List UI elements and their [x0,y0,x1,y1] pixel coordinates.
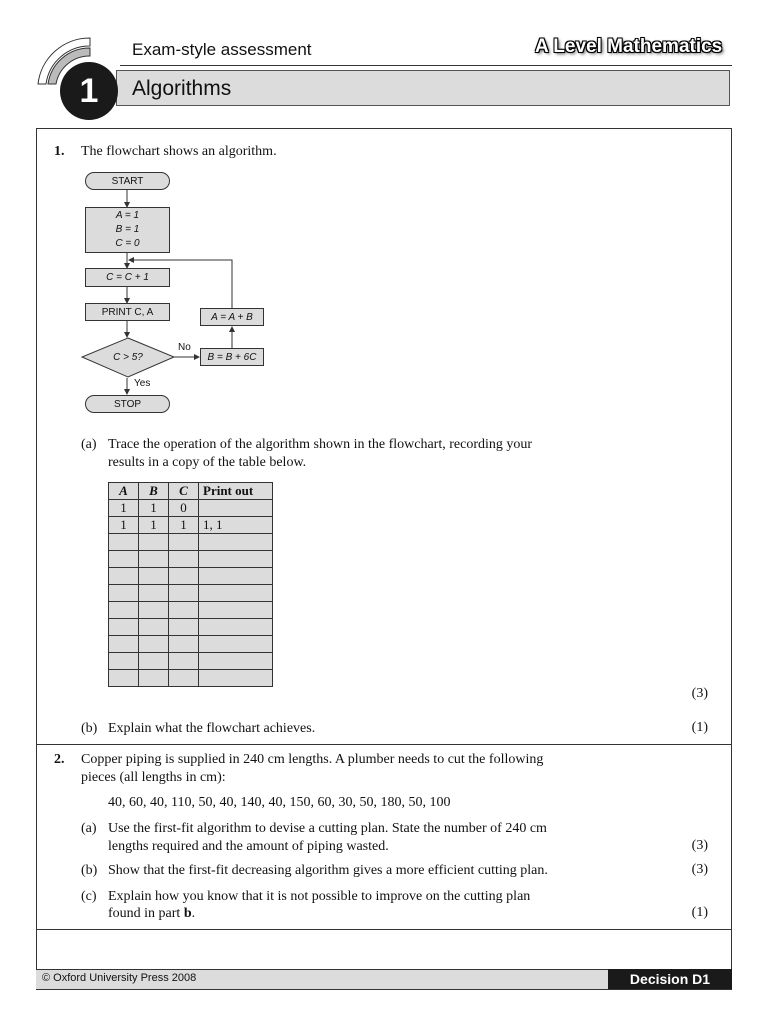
trace-table-cell [139,534,169,551]
footer-copyright: © Oxford University Press 2008 [42,972,197,984]
trace-table-row [109,602,273,619]
q2-part-c-line2-post: . [191,906,196,921]
trace-table-cell [109,619,139,636]
q1-part-a-label: (a) [81,437,97,452]
trace-table-cell: 1 [169,517,199,534]
trace-table-row [109,619,273,636]
trace-table-cell [109,670,139,687]
trace-table-cell: 1, 1 [199,517,273,534]
q1-part-b-label: (b) [81,721,98,736]
trace-table-header-c: C [169,483,199,500]
trace-table-cell [169,653,199,670]
trace-table-cell [109,551,139,568]
header-rule [120,65,732,66]
q2-part-a-line1: Use the first-fit algorithm to devise a cutting plan. State the number of 240 cm [108,821,547,836]
header-subtitle: Exam-style assessment [132,40,312,59]
q2-part-c-label: (c) [81,889,97,904]
trace-table-cell [169,568,199,585]
trace-table-header-printout: Print out [199,483,273,500]
q2-part-c-line1: Explain how you know that it is not possible to improve on the cutting plan [108,889,531,904]
trace-table-cell [199,568,273,585]
trace-table-cell: 1 [109,517,139,534]
q1-part-a-line1: Trace the operation of the algorithm shown in the flowchart, recording your [108,437,533,452]
flowchart-start: START [85,172,170,190]
q2-part-b-marks: (3) [691,862,708,877]
trace-table-cell [139,670,169,687]
trace-table-cell [199,534,273,551]
question-divider [36,744,732,745]
flowchart-init-a: A = 1 [115,210,140,221]
q2-part-a-marks: (3) [691,838,708,853]
trace-table-cell [169,602,199,619]
q1-part-b-marks: (1) [691,720,708,735]
trace-table-cell: 1 [109,500,139,517]
q2-part-a-label: (a) [81,821,97,836]
q2-number: 2. [54,752,65,767]
trace-table-cell: 1 [139,517,169,534]
q2-part-c-part-ref: b [183,906,192,921]
q1-part-a-marks: (3) [691,686,708,701]
footer-module-tag: Decision D1 [608,969,732,989]
trace-table-cell [109,653,139,670]
flowchart-stop: STOP [85,395,170,413]
trace-table-cell [109,602,139,619]
trace-table-header-b: B [139,483,169,500]
trace-table-cell [169,619,199,636]
flowchart-yes-label: Yes [134,378,151,389]
trace-table-row [109,517,273,534]
chapter-title: Algorithms [132,77,232,100]
flowchart-print-box: PRINT C, A [85,303,170,321]
flowchart-no-label: No [178,342,191,353]
q2-lengths-list: 40, 60, 40, 110, 50, 40, 140, 40, 150, 60, 30, 50, 180, 50, 100 [108,795,451,810]
brand-title: A Level Mathematics [535,36,723,57]
trace-table-row [109,653,273,670]
q2-part-c-line2-pre: found in part [108,906,184,921]
trace-table-cell [139,585,169,602]
trace-table-cell [109,636,139,653]
q1-number: 1. [54,144,65,159]
trace-table-cell [199,551,273,568]
trace-table-cell [199,653,273,670]
trace-table-cell [199,619,273,636]
trace-table-cell [199,670,273,687]
trace-table-cell [139,602,169,619]
trace-table-cell [139,619,169,636]
q1-part-b-text: Explain what the flowchart achieves. [108,721,316,736]
answer-space-divider [36,929,732,930]
trace-table-cell [109,585,139,602]
flowchart-initialise-box [85,207,170,253]
q2-stem-line2: pieces (all lengths in cm): [81,770,226,785]
chapter-number-badge: 1 [60,62,118,120]
q2-part-c-line2 [108,905,195,922]
flowchart-init-c: C = 0 [115,238,140,249]
q2-stem-line1: Copper piping is supplied in 240 cm lengths. A plumber needs to cut the following [81,752,544,767]
q1-part-a-line2: results in a copy of the table below. [108,455,307,470]
trace-table-cell [139,551,169,568]
q2-part-b-text: Show that the first-fit decreasing algorithm gives a more efficient cutting plan. [108,863,548,878]
flowchart-update-b-box: B = B + 6C [200,348,264,366]
trace-table-row [109,568,273,585]
trace-table-cell: 0 [169,500,199,517]
flowchart-update-a-box: A = A + B [200,308,264,326]
trace-table-cell [169,670,199,687]
trace-table-cell [139,653,169,670]
trace-table-cell [199,500,273,517]
q2-part-c-marks: (1) [691,905,708,920]
q2-part-a-line2: lengths required and the amount of piping wasted. [108,839,389,854]
trace-table-header-a: A [109,483,139,500]
trace-table-row [109,500,273,517]
q2-part-b-label: (b) [81,863,98,878]
flowchart-init-b: B = 1 [115,224,140,235]
trace-table-cell [199,602,273,619]
trace-table-cell [139,636,169,653]
trace-table-cell [139,568,169,585]
trace-table [108,482,273,687]
trace-table-row [109,551,273,568]
trace-table-cell [109,534,139,551]
trace-table-row [109,670,273,687]
flowchart-decision-label: C > 5? [113,351,143,363]
trace-table-cell [109,568,139,585]
q1-stem: The flowchart shows an algorithm. [81,144,277,159]
trace-table-row [109,534,273,551]
trace-table-row [109,636,273,653]
trace-table-row [109,585,273,602]
trace-table-cell [199,585,273,602]
trace-table-cell [169,551,199,568]
trace-table-cell [169,534,199,551]
trace-table-cell [169,636,199,653]
trace-table-cell [169,585,199,602]
trace-table-cell: 1 [139,500,169,517]
trace-table-cell [199,636,273,653]
trace-table-header-row [109,483,273,500]
flowchart-increment-box: C = C + 1 [85,268,170,287]
